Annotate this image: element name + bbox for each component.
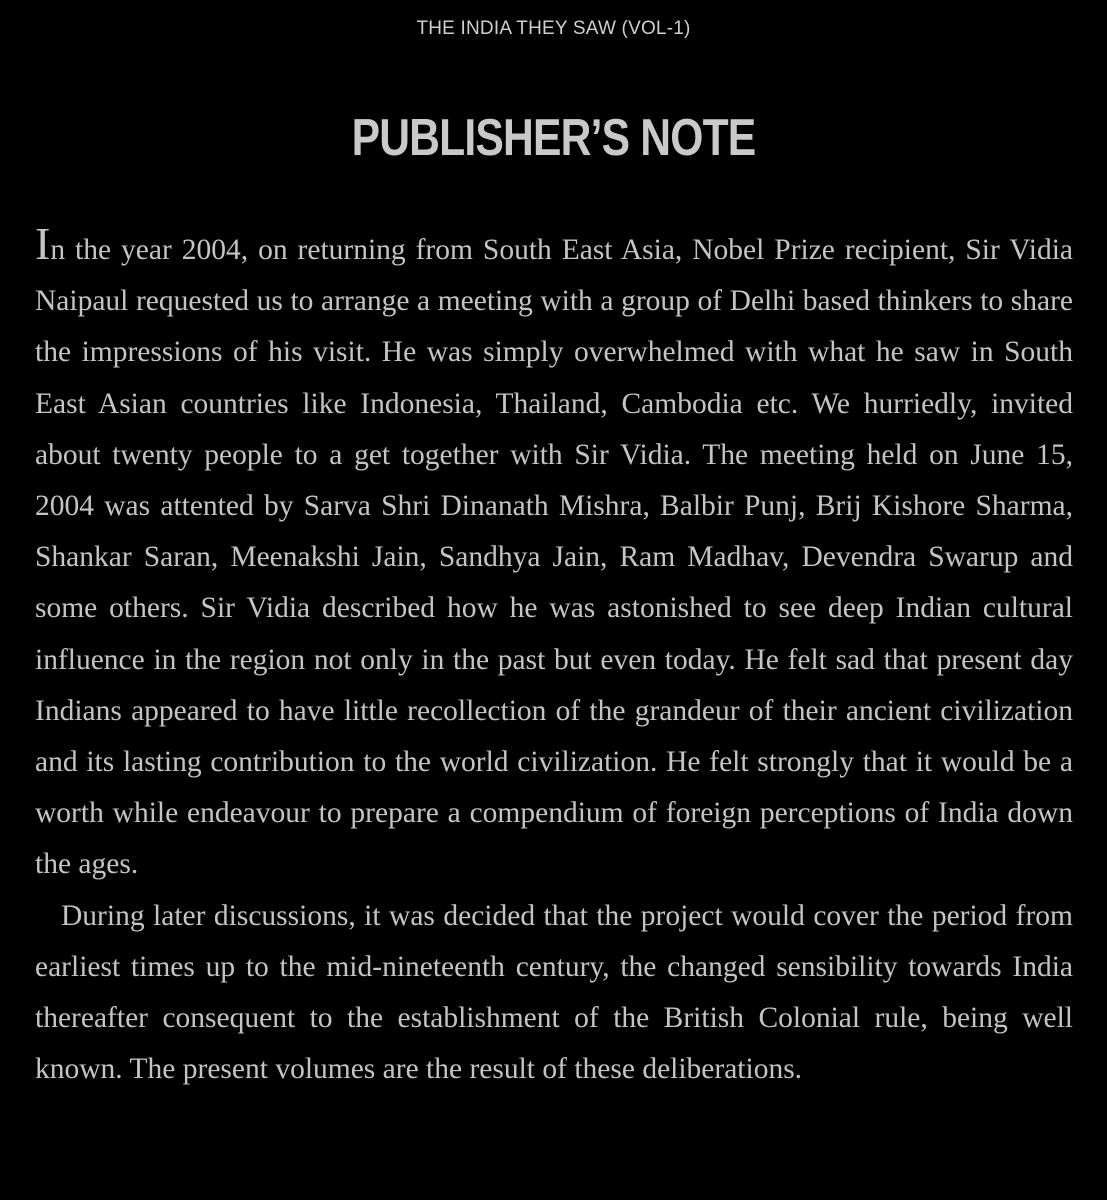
page-title: PUBLISHER’S NOTE [351,109,756,167]
paragraph-1-text: n the year 2004, on returning from South East Asia, Nobel Prize recipient, Sir Vidia Naipaul requested us to arrange a meeting with a group of Delhi based thinkers to share the impressions of his visit. He was simply overwhelmed with what he saw in South East Asian countries like Indonesia, Thailand, Cambodia etc. We hurriedly, invited about twenty people to a get together with Sir Vidia. The meeting held on June 15, 2004 was attented by Sarva Shri Dinanath Mishra, Balbir Punj, Brij Kishore Sharma, Shankar Saran, Meenakshi Jain, Sandhya Jain, Ram Madhav, Devendra Swarup and some others. Sir Vidia described how he was astonished to see deep Indian cultural influence in the region not only in the past but even today. He felt sad that present day Indians appeared to have little recollection of the grandeur of their ancient civilization and its lasting contribution to the world civilization. He felt strongly that it would be a worth while endeavour to prepare a compendium of foreign perceptions of India down the ages. [35,234,1073,881]
body-text [35,218,1073,1095]
running-head: THE INDIA THEY SAW (VOL-1) [416,18,691,39]
paragraph-1 [35,218,1073,891]
drop-cap: I [35,218,51,269]
paragraph-2: During later discussions, it was decided that the project would cover the period from earliest times up to the mid-nineteenth century, the changed sensibility towards India thereafter consequent to the establishment of the British Colonial rule, being well known. The present volumes are the result of these deliberations. [35,899,1073,1086]
